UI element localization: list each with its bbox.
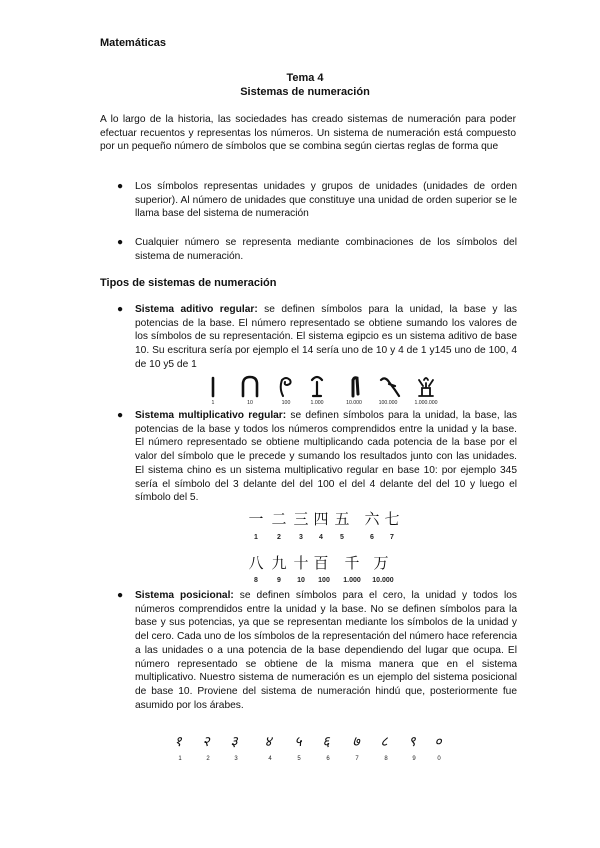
hindu-label: 1 bbox=[178, 756, 182, 762]
hindu-glyph: ५ bbox=[294, 734, 302, 750]
page-title: Sistemas de numeración bbox=[240, 86, 370, 98]
intro-paragraph: A lo largo de la historia, las sociedades has creado sistemas de numeración para poder efectuar recuentos y representas los números. Un sistema de numeración está compuesto por un pequeño número de símbolos que se combina según ciertas reglas de forma que bbox=[100, 114, 516, 153]
subject-heading: Matemáticas bbox=[100, 37, 167, 49]
chinese-glyph: 千 bbox=[344, 554, 360, 572]
chinese-label: 5 bbox=[340, 534, 344, 541]
system-name: Sistema posicional: bbox=[135, 590, 234, 601]
chinese-glyph: 四 bbox=[313, 510, 329, 528]
bullet-text: Los símbolos representas unidades y grupos de unidades (unidades de orden superior). Al número de unidades que constituye una unidad de orden superior se le llama base del sistema de numeración bbox=[135, 181, 517, 220]
hindu-glyph: ९ bbox=[408, 734, 416, 750]
egyptian-god-icon bbox=[419, 378, 433, 396]
hindu-label: 9 bbox=[412, 756, 416, 762]
bullet-list-1 bbox=[117, 180, 517, 221]
tema-heading: Tema 4 bbox=[286, 72, 324, 84]
chinese-label: 8 bbox=[254, 577, 258, 584]
system-name: Sistema multiplicativo regular: bbox=[135, 410, 287, 421]
chinese-glyph: 六 bbox=[364, 510, 380, 528]
egyptian-label: 100.000 bbox=[378, 400, 398, 406]
system-positional bbox=[117, 589, 517, 712]
hindu-glyph: २ bbox=[202, 734, 210, 750]
chinese-glyph: 三 bbox=[293, 510, 309, 528]
system-description: se definen símbolos para la unidad, la base y las potencias de la base. El número representado se obtiene sumando los valores de los símbolos de su representación. El sistema egipcio es un sistema aditivo de base 10. Su escritura sería por ejemplo el 14 sería uno de 10 y 4 de 1 y145 uno de 100, 4 de 10 y5 de 1 bbox=[135, 304, 517, 370]
bullet-icon: ● bbox=[117, 410, 124, 421]
hindu-glyph: ४ bbox=[264, 734, 272, 750]
chinese-glyph: 九 bbox=[271, 554, 287, 572]
egyptian-numerals-figure bbox=[205, 374, 445, 406]
chinese-glyph: 八 bbox=[248, 554, 264, 572]
hindu-glyph: ८ bbox=[380, 734, 388, 750]
chinese-label: 4 bbox=[319, 534, 323, 541]
section-heading: Tipos de sistemas de numeración bbox=[100, 277, 277, 289]
egyptian-tadpole-icon bbox=[381, 378, 399, 396]
chinese-label: 2 bbox=[277, 534, 281, 541]
egyptian-label: 10 bbox=[247, 400, 253, 406]
chinese-glyph: 七 bbox=[384, 510, 400, 528]
chinese-glyph: 万 bbox=[373, 554, 389, 572]
egyptian-label: 1.000 bbox=[310, 400, 324, 406]
chinese-glyph: 一 bbox=[248, 510, 264, 528]
egyptian-label: 10.000 bbox=[346, 400, 362, 406]
chinese-glyph: 二 bbox=[271, 510, 287, 528]
list-item bbox=[117, 409, 517, 505]
bullet-list-2 bbox=[117, 236, 517, 263]
bullet-icon: ● bbox=[117, 304, 124, 315]
egyptian-label: 1 bbox=[211, 400, 215, 406]
hindu-glyph: ७ bbox=[352, 734, 360, 750]
chinese-label: 6 bbox=[370, 534, 374, 541]
chinese-label: 10 bbox=[297, 577, 305, 584]
egyptian-finger-icon bbox=[353, 378, 358, 396]
chinese-label: 7 bbox=[390, 534, 394, 541]
hindu-glyph: ० bbox=[434, 734, 442, 750]
chinese-glyph: 五 bbox=[334, 510, 350, 528]
chinese-label: 100 bbox=[318, 577, 330, 584]
system-additive bbox=[117, 303, 517, 372]
hindu-numerals-figure bbox=[168, 732, 448, 764]
list-item bbox=[117, 180, 517, 221]
hindu-label: 5 bbox=[297, 756, 301, 762]
list-item bbox=[117, 236, 517, 263]
egyptian-label: 100 bbox=[281, 400, 291, 406]
chinese-glyph: 百 bbox=[313, 554, 329, 572]
chinese-label: 9 bbox=[277, 577, 281, 584]
hindu-glyph: ३ bbox=[230, 734, 238, 750]
chinese-numerals-figure bbox=[248, 508, 418, 584]
hindu-label: 0 bbox=[437, 756, 441, 762]
hindu-label: 3 bbox=[234, 756, 238, 762]
hindu-label: 6 bbox=[326, 756, 330, 762]
system-name: Sistema aditivo regular: bbox=[135, 304, 258, 315]
bullet-icon: ● bbox=[117, 237, 124, 248]
list-item bbox=[117, 303, 517, 372]
hindu-label: 8 bbox=[384, 756, 388, 762]
system-description: se definen símbolos para la unidad, la base, las potencias de la base y todos los números comprendidos entre la unidad y la base. El número representado se obtiene multiplicando cada potencia de la base por el valor del símbolo que le precede y sumando los resultados junto con las unidades. El sistema chino es un sistema multiplicativo regular en base 10: por ejemplo 345 sería el símbolo del 3 delante del del 100 el del 4 delante del del 10 y luego el símbolo del 5. bbox=[135, 410, 517, 504]
egyptian-heel-bone-icon bbox=[243, 377, 257, 396]
chinese-label: 1 bbox=[254, 534, 258, 541]
hindu-label: 7 bbox=[355, 756, 359, 762]
system-multiplicative bbox=[117, 409, 517, 505]
bullet-icon: ● bbox=[117, 590, 124, 601]
hindu-glyph: १ bbox=[174, 734, 182, 750]
chinese-label: 1.000 bbox=[343, 577, 361, 584]
chinese-label: 3 bbox=[299, 534, 303, 541]
bullet-icon: ● bbox=[117, 181, 124, 192]
egyptian-coil-rope-icon bbox=[281, 378, 291, 396]
egyptian-lotus-icon bbox=[312, 377, 322, 396]
list-item bbox=[117, 589, 517, 712]
system-description: se definen símbolos para el cero, la unidad y todos los números comprendidos entre la unidad y la base. No se definen símbolos para la base y sus potencias, ya que se representan mediante los símbolos de la unidad y del cero. Cada uno de los símbolos de la representación del número hace referencia a las unidades o a una potencia de la base dependiendo del lugar que ocupa. El número representado se obtiene de la misma manera que en el sistema multiplicativo. Nuestro sistema de numeración es un ejemplo del sistema posicional de base 10. Proviene del sistema de numeración hindú que, posteriormente fue asumido por los árabes. bbox=[135, 590, 517, 711]
bullet-text: Cualquier número se representa mediante combinaciones de los símbolos del sistema de numeración. bbox=[135, 237, 517, 262]
hindu-label: 4 bbox=[268, 756, 272, 762]
hindu-label: 2 bbox=[206, 756, 210, 762]
chinese-glyph: 十 bbox=[293, 554, 309, 572]
chinese-label: 10.000 bbox=[372, 577, 394, 584]
hindu-glyph: ६ bbox=[322, 734, 330, 750]
egyptian-label: 1.000.000 bbox=[414, 400, 438, 406]
